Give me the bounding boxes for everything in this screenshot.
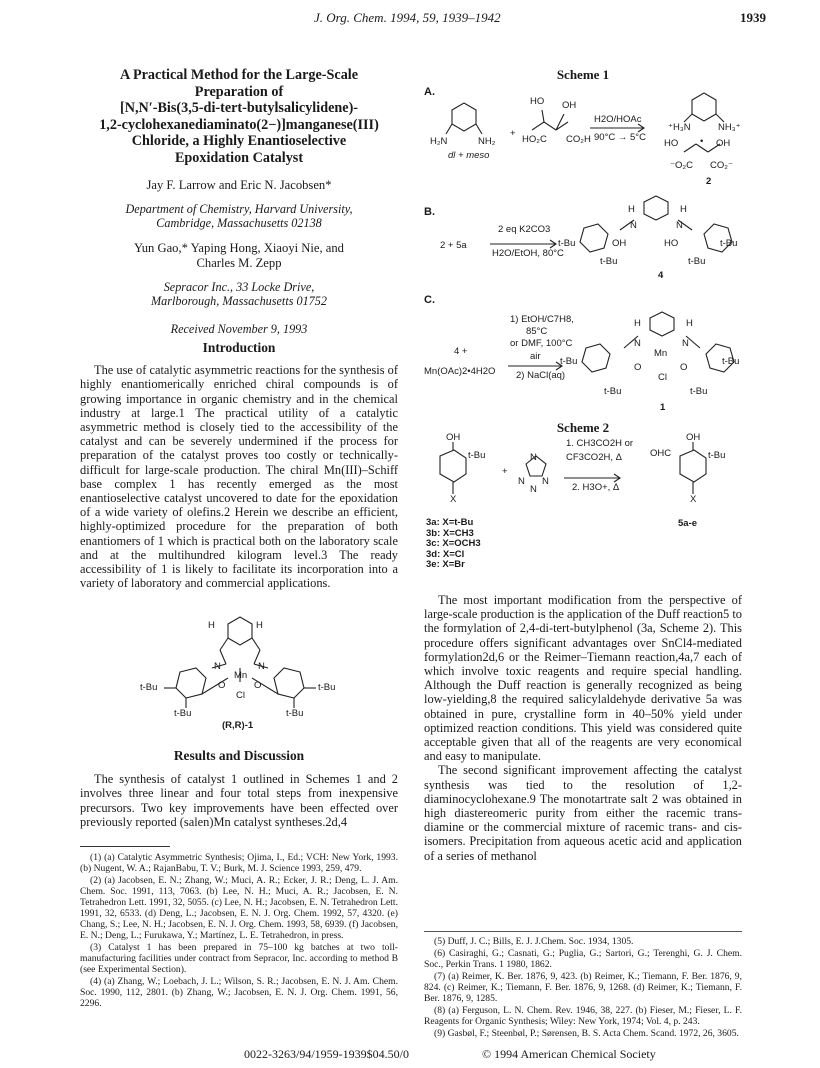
atom-label: CO₂H [566, 134, 591, 145]
affiliation-sepracor [80, 280, 398, 308]
scheme-1-title: Scheme 1 [556, 67, 610, 82]
footnote: (2) (a) Jacobsen, E. N.; Zhang, W.; Muci, A. R.; Ecker, J. R.; Deng, L. J. Am. Chem. Soc. 1991, 113, 7063. (b) Lee, N. H.; Muci, A. R.; Jacobsen, E. N. Tetrahedron Lett. 1991, 32, 5055. (c) Lee, N. H.; Jacobsen, E. N. Tetrahedron Lett. 1991, 32, 6533. (d) Deng, L.; Jacobsen, E. N. J. Org. Chem. 1992, 57, 4320. (e) Chang, S.; Lee, N. H.; Jacobsen, E. N. J. Org. Chem. 1993, 58, 6939. (f) Jacobsen, E. N.; Deng, L.; Furukawa, Y.; Martínez, L. E. Tetrahedron, in press. [80, 875, 398, 941]
author-line: Yun Gao,* Yaping Hong, Xiaoyi Nie, and [134, 241, 344, 255]
introduction-section [80, 341, 398, 590]
article-title [80, 67, 398, 167]
tbu-label: t-Bu [604, 386, 622, 397]
atom-label: H [628, 204, 635, 215]
body-right [424, 593, 742, 863]
atom-label: O [634, 362, 642, 373]
salt-dot: • [700, 136, 704, 147]
compound-variant: 3d: X=Cl [426, 548, 465, 560]
footnote: (7) (a) Reimer, K. Ber. 1876, 9, 423. (b) Reimer, K.; Tiemann, F. Ber. 1876, 9, 824. (c) Reimer, K.; Tiemann, F. Ber. 1876, 9, 1268. (d) Reimer, K.; Tiemann, F. Ber. 1876, 9, 1285. [424, 971, 742, 1004]
tbu-label: t-Bu [560, 356, 578, 367]
atom-label: ⁻O₂C [670, 160, 693, 171]
title-line: 1,2-cyclohexanediaminato(2−)]manganese(III) [99, 116, 379, 133]
footer-code: 0022-3263/94/1959-1939$04.50/0 [244, 1047, 409, 1061]
structure-1-label: (R,R)-1 [222, 720, 254, 731]
authors-sepracor [80, 241, 398, 271]
footnote: (8) (a) Ferguson, L. N. Chem. Rev. 1946, 38, 227. (b) Fieser, M.; Fieser, L. F. Reagents for Organic Synthesis; Wiley: New York, 1974; Vol. 4, p. 243. [424, 1005, 742, 1027]
atom-label: X [690, 494, 697, 505]
atom-label-n: N [214, 661, 221, 672]
atom-label: H₂N [430, 136, 448, 147]
reaction-condition: 2 eq K2CO3 [498, 224, 551, 235]
structure-1-figure [140, 612, 340, 732]
affil-line: Sepracor Inc., 33 Locke Drive, [163, 280, 315, 294]
reaction-condition: or DMF, 100°C [510, 338, 573, 349]
atom-label: N [518, 476, 525, 487]
compound-3-list [426, 518, 481, 571]
atom-label: OH [686, 432, 701, 443]
reagents-label: Mn(OAc)2•4H2O [424, 366, 496, 377]
scheme-1c-structures [424, 308, 742, 418]
footnote-rule [424, 931, 742, 932]
atom-label: H [680, 204, 687, 215]
tbu-label: t-Bu [600, 256, 618, 267]
atom-label: X [450, 494, 457, 505]
affiliation-harvard [80, 202, 398, 230]
tbu-label: t-Bu [140, 682, 158, 693]
tbu-label: t-Bu [722, 356, 740, 367]
atom-label: HO [664, 238, 679, 249]
compound-variant: 3b: X=CH3 [426, 527, 474, 539]
authors-harvard: Jay F. Larrow and Eric N. Jacobsen* [146, 178, 332, 192]
plus-sign: + [502, 466, 508, 477]
compound-1-label: 1 [660, 402, 666, 413]
scheme-2-title: Scheme 2 [556, 420, 610, 435]
atom-label-cl: Cl [236, 690, 245, 701]
journal-citation: J. Org. Chem. 1994, 59, 1939–1942 [314, 10, 501, 25]
scheme-2-figure [424, 432, 742, 578]
footnotes-right [424, 936, 742, 1040]
atom-label-cl: Cl [658, 372, 667, 383]
scheme-part-label: A. [424, 86, 435, 98]
atom-label: ⁺H₃N [668, 122, 691, 133]
reaction-condition: 2. H3O+, Δ [572, 482, 620, 493]
results-paragraph: The synthesis of catalyst 1 outlined in Schemes 1 and 2 involves three linear and four total steps from inexpensive precursors. Two key improvements have been effected over previously reported (salen)Mn catalyst syntheses.2d,4 [80, 772, 398, 829]
tbu-label: t-Bu [286, 708, 304, 719]
running-header [0, 10, 820, 30]
scheme-part-label: B. [424, 206, 435, 218]
atom-label-h: H [256, 620, 263, 631]
footnote: (4) (a) Zhang, W.; Loebach, J. L.; Wilson, S. R.; Jacobsen, E. N. J. Am. Chem. Soc. 1990, 112, 2801. (b) Zhang, W.; Jacobsen, E. N. J. Org. Chem. 1991, 56, 2296. [80, 976, 398, 1009]
compound-variant: 3a: X=t-Bu [426, 517, 474, 528]
atom-label: O [680, 362, 688, 373]
body-paragraph: The most important modification from the perspective of large-scale production is the application of the Duff reaction5 to the formylation of 2,4-di-tert-butylphenol (3a, Scheme 2). This procedure offers significant advantages over SnCl4-mediated formylation2d,6 or the Reimer–Tiemann reaction,4a,7 each of which involve toxic reagents and require special handling. Although the Duff reaction is generally recognized as being low-yielding,8 the required salicylaldehyde derivative 5a was obtained in pure, crystalline form in 40–50% yield under optimized reaction conditions. This yield was considered quite acceptable given that all of the reagents are very economical and easy to manipulate. [424, 593, 742, 764]
compound-variant: 3c: X=OCH3 [426, 538, 481, 550]
tbu-label: t-Bu [688, 256, 706, 267]
atom-label: N [630, 220, 637, 231]
atom-label: CO₂⁻ [710, 160, 733, 171]
reaction-condition: 1) EtOH/C7H8, [510, 314, 574, 325]
atom-label-mn: Mn [654, 348, 668, 359]
footnote: (3) Catalyst 1 has been prepared in 75–100 kg batches at two toll-manufacturing facilities under contract from Sepracor, Inc. according to method B (see Experimental Section). [80, 942, 398, 975]
atom-label: N [542, 476, 549, 487]
received-date: Received November 9, 1993 [170, 322, 308, 336]
tbu-label: t-Bu [690, 386, 708, 397]
scheme-part-label: C. [424, 294, 435, 306]
atom-label: NH₃⁺ [718, 122, 741, 133]
reaction-condition: H2O/HOAc [594, 114, 642, 125]
reaction-condition: CF3CO2H, Δ [566, 452, 622, 463]
plus-sign: + [510, 128, 516, 139]
reaction-condition: H2O/EtOH, 80°C [492, 248, 564, 259]
introduction-heading: Introduction [202, 340, 276, 355]
results-section [80, 749, 398, 829]
scheme-1-figure [424, 86, 742, 416]
atom-label-mn: Mn [234, 670, 248, 681]
tbu-label: t-Bu [468, 450, 486, 461]
reaction-condition: 2) NaCl(aq) [516, 370, 566, 381]
affil-line: Department of Chemistry, Harvard University, [125, 202, 353, 216]
atom-label: HO [530, 96, 545, 107]
atom-label: OH [446, 432, 461, 443]
reaction-condition: 1. CH3CO2H or [566, 438, 634, 449]
author-block [80, 178, 398, 336]
atom-label: H [634, 318, 641, 329]
footnote-rule [80, 846, 170, 847]
footnotes-left [80, 852, 398, 1010]
body-paragraph: The second significant improvement affecting the catalyst synthesis was tied to the resolution of 1,2-diaminocyclohexane.9 The monotartrate salt 2 was obtained in high diastereomeric purity from either the racemic trans-diamine or the commercial mixture of racemic trans- and cis-isomers. Precipitation from aqueous acetic acid and application of a series of methanol [424, 763, 742, 863]
atom-label: NH₂ [478, 136, 496, 147]
atom-label-o: O [254, 680, 262, 691]
footer-copyright: © 1994 American Chemical Society [482, 1047, 656, 1061]
introduction-paragraph: The use of catalytic asymmetric reactions for the synthesis of highly enantiomerically enriched chiral compounds is of growing importance in organic chemistry and in the chemical industry at large.1 The practical utility of a catalytic asymmetric method is closely tied to the accessibility of the catalyst and can be severely undermined if the process for preparation of the catalyst proves too costly or technically-difficult for large-scale production. The chiral Mn(III)–Schiff base complex 1 has recently emerged as the most enantioselective catalyst uncovered to date for the epoxidation of a wide variety of olefins.2 Herein we describe an efficient, highly-optimized procedure for the preparation of both enantiomers of 1 which is practical both on the laboratory scale and at the multihundred kilogram level.3 The ready accessibility of 1 is likely to facilitate its incorporation into a variety of laboratory and commercial applications. [80, 363, 398, 591]
title-line: [N,N′-Bis(3,5-di-tert-butylsalicylidene)- [119, 100, 359, 117]
atom-label: OHC [650, 448, 672, 459]
title-line: Chloride, a Highly Enantioselective [131, 133, 347, 150]
atom-label: N [682, 338, 689, 349]
tbu-label: t-Bu [558, 238, 576, 249]
title-line: Epoxidation Catalyst [174, 149, 304, 166]
scheme-1b-structures [424, 194, 742, 284]
atom-label: OH [562, 100, 577, 111]
affil-line: Marlborough, Massachusetts 01752 [151, 294, 327, 308]
reagents-label: 4 + [454, 346, 468, 357]
compound-2-label: 2 [706, 176, 712, 187]
atom-label: N [676, 220, 683, 231]
atom-label-o: O [218, 680, 226, 691]
footnote: (6) Casiraghi, G.; Casnati, G.; Puglia, G.; Sartori, G.; Terenghi, G. J. Chem. Soc., Perkin Trans. 1 1980, 1862. [424, 948, 742, 970]
atom-label: OH [716, 138, 731, 149]
reaction-condition: 90°C → 5°C [594, 132, 646, 143]
footnote: (5) Duff, J. C.; Bills, E. J. J.Chem. Soc. 1934, 1305. [434, 936, 634, 947]
footnote: (1) (a) Catalytic Asymmetric Synthesis; Ojima, I., Ed.; VCH: New York, 1993. (b) Nugent, W. A.; RajanBabu, T. V.; Burk, M. J. Science 1993, 259, 479. [80, 852, 398, 874]
affil-line: Cambridge, Massachusetts 02138 [156, 216, 322, 230]
reaction-condition: air [530, 351, 541, 362]
atom-label: OH [612, 238, 627, 249]
footnote: (9) Gasbøl, F.; Steenbøl, P.; Sørensen, B. S. Acta Chem. Scand. 1972, 26, 3605. [434, 1028, 739, 1039]
atom-label: N [530, 452, 537, 463]
tbu-label: t-Bu [174, 708, 192, 719]
tbu-label: t-Bu [720, 238, 738, 249]
compound-variant: 3e: X=Br [426, 559, 465, 571]
compound-4-label: 4 [658, 270, 664, 281]
reaction-condition: 85°C [526, 326, 548, 337]
tbu-label: t-Bu [318, 682, 336, 693]
atom-label: HO [664, 138, 679, 149]
atom-label: N [530, 484, 537, 495]
atom-label-n: N [258, 661, 265, 672]
tbu-label: t-Bu [708, 450, 726, 461]
atom-label: HO₂C [522, 134, 547, 145]
atom-label: H [686, 318, 693, 329]
results-heading: Results and Discussion [173, 748, 305, 763]
page-number: 1939 [740, 10, 766, 25]
title-line: A Practical Method for the Large-Scale [119, 67, 359, 83]
compound-5-label: 5a-e [678, 518, 698, 529]
reagents-label: 2 + 5a [440, 240, 467, 251]
dl-meso-label: dl + meso [448, 150, 490, 161]
author-line: Charles M. Zepp [196, 256, 282, 270]
atom-label: N [634, 338, 641, 349]
title-line: Preparation of [194, 83, 284, 100]
atom-label-h: H [208, 620, 215, 631]
